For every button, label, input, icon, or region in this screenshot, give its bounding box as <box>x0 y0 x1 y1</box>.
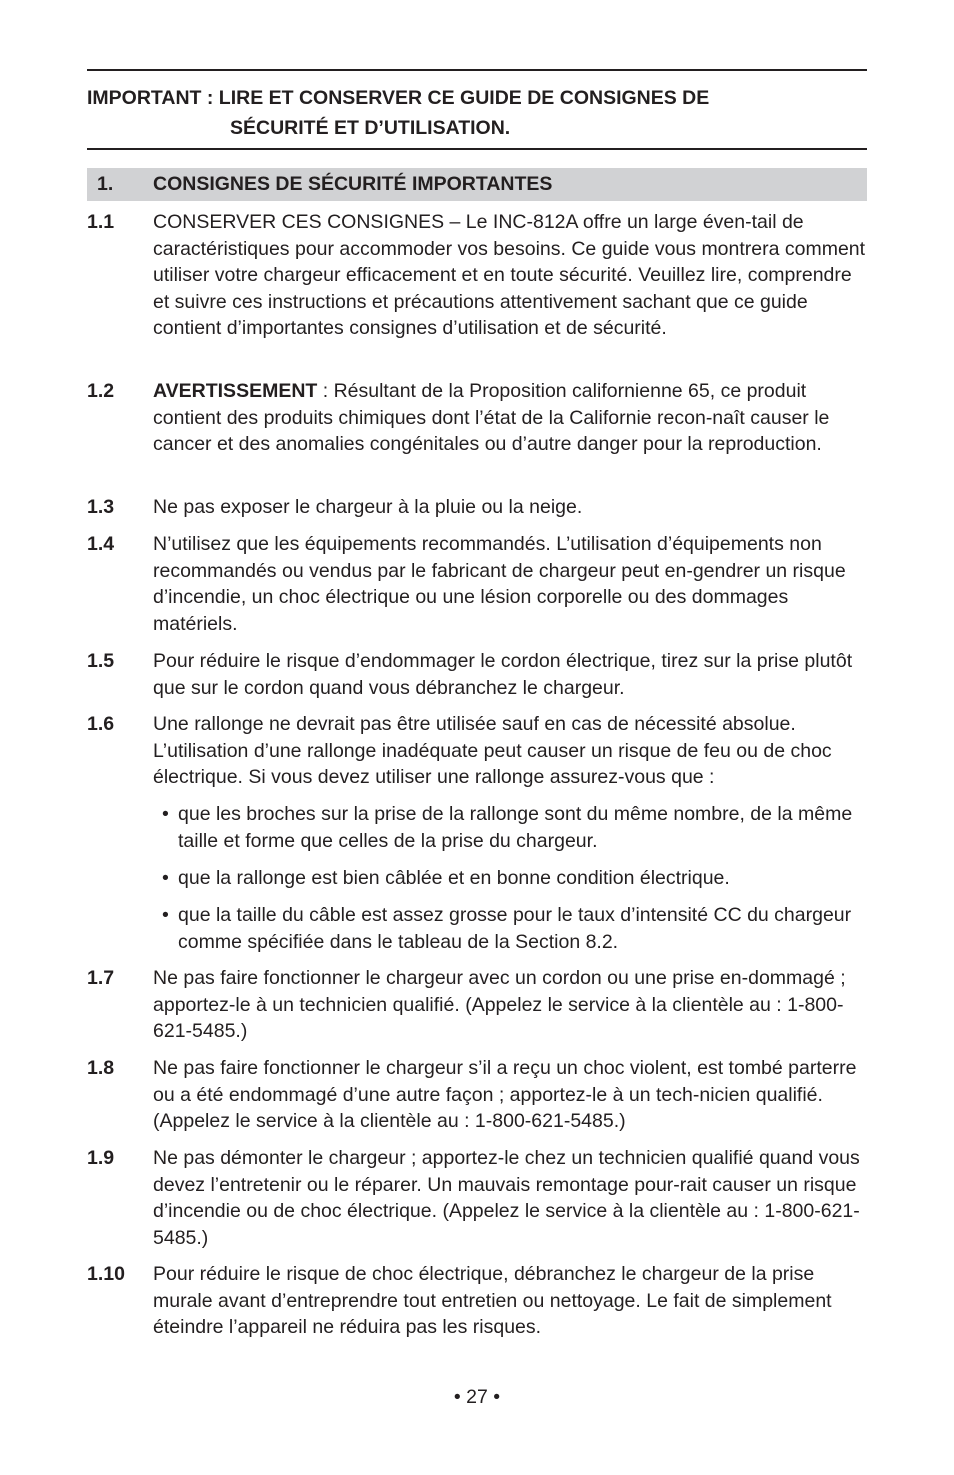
section-title: CONSIGNES DE SÉCURITÉ IMPORTANTES <box>153 173 553 195</box>
item-text: Pour réduire le risque de choc électrique, débranchez le chargeur de la prise murale avant d’entreprendre tout entretien ou nettoyage. Le fait de simplement éteindre l’appareil ne réduira pas les risques. <box>153 1263 832 1338</box>
warning-text: : Résultant de la Proposition californienne 65, ce produit contient des produits chimiques dont l’état de la Californie recon-naît causer le cancer et des anomalies congénitales ou d’autre danger pour la reproduction. <box>153 380 830 455</box>
list-item-1-9 <box>87 1145 877 1251</box>
list-item-1-3 <box>87 494 877 521</box>
bullet-item-1 <box>162 801 872 854</box>
item-number: 1.7 <box>87 967 115 989</box>
item-number: 1.8 <box>87 1057 115 1079</box>
item-text: Ne pas faire fonctionner le chargeur s’il a reçu un choc violent, est tombé parterre ou a été endommagé d’une autre façon ; apportez-le à un tech-nicien qualifié. (Appelez le service à la clientèle au : 1-800-621-5485.) <box>153 1057 857 1132</box>
bullet-dot: • <box>162 803 169 825</box>
item-text: Pour réduire le risque d’endommager le cordon électrique, tirez sur la prise plutôt que sur le cordon quand vous débranchez le chargeur. <box>153 650 853 699</box>
document-title <box>87 83 877 143</box>
bullet-text: que les broches sur la prise de la rallonge sont du même nombre, de la même taille et forme que celles de la prise du chargeur. <box>178 803 853 852</box>
bullet-item-3 <box>162 902 872 955</box>
item-number: 1.2 <box>87 380 115 402</box>
bullet-item-2 <box>162 865 872 892</box>
item-text: Une rallonge ne devrait pas être utilisée sauf en cas de nécessité absolue. L’utilisation d’une rallonge inadéquate peut causer un risque de feu ou de choc électrique. Si vous devez utiliser une rallonge assurez-vous que : <box>153 713 832 788</box>
item-number: 1.5 <box>87 650 115 672</box>
list-item-1-7 <box>87 965 877 1045</box>
top-rule <box>87 69 867 71</box>
item-text: Ne pas exposer le chargeur à la pluie ou la neige. <box>153 496 583 518</box>
list-item-1-2 <box>87 378 877 458</box>
item-text <box>153 378 873 458</box>
bullet-text: que la rallonge est bien câblée et en bonne condition électrique. <box>178 867 730 889</box>
item-text: Ne pas démonter le chargeur ; apportez-le chez un technicien qualifié quand vous devez l’entretenir ou le réparer. Un mauvais remontage pour-rait causer un risque d’incendie ou de choc électrique. (Appelez le service à la clientèle au : 1-800-621-5485.) <box>153 1147 860 1249</box>
bottom-rule <box>87 148 867 150</box>
warning-label: AVERTISSEMENT <box>153 380 318 402</box>
title-line-1: IMPORTANT : LIRE ET CONSERVER CE GUIDE DE CONSIGNES DE <box>87 87 710 109</box>
bullet-dot: • <box>162 904 169 926</box>
item-text: N’utilisez que les équipements recommandés. L’utilisation d’équipements non recommandés ou vendus par le fabricant de chargeur peut en-gendrer un risque d’incendie, un choc électrique ou une lésion corporelle ou des dommages matériels. <box>153 533 846 635</box>
item-number: 1.9 <box>87 1147 115 1169</box>
item-number: 1.4 <box>87 533 115 555</box>
item-number: 1.3 <box>87 496 115 518</box>
item-number: 1.6 <box>87 713 115 735</box>
item-number: 1.1 <box>87 211 115 233</box>
item-text: CONSERVER CES CONSIGNES – Le INC-812A offre un large éven-tail de caractéristiques pour accommoder vos besoins. Ce guide vous montrera comment utiliser votre chargeur efficacement et en toute sécurité. Veuillez lire, comprendre et suivre ces instructions et précautions attentivement sachant que ce guide contient d’importantes consignes d’utilisation et de sécurité. <box>153 211 866 339</box>
page-number: • 27 • <box>453 1386 501 1408</box>
list-item-1-4 <box>87 531 877 637</box>
title-line-2: SÉCURITÉ ET D’UTILISATION. <box>230 117 511 139</box>
bullet-text: que la taille du câble est assez grosse pour le taux d’intensité CC du chargeur comme spécifiée dans le tableau de la Section 8.2. <box>178 904 852 953</box>
item-number: 1.10 <box>87 1263 125 1285</box>
bullet-dot: • <box>162 867 169 889</box>
list-item-1-8 <box>87 1055 877 1135</box>
list-item-1-5 <box>87 648 877 701</box>
item-text: Ne pas faire fonctionner le chargeur avec un cordon ou une prise en-dommagé ; apportez-le à un technicien qualifié. (Appelez le service à la clientèle au : 1-800-621-5485.) <box>153 967 846 1042</box>
list-item-1-6 <box>87 711 877 791</box>
list-item-1-1 <box>87 209 877 342</box>
list-item-1-10 <box>87 1261 877 1341</box>
section-number: 1. <box>97 173 114 195</box>
